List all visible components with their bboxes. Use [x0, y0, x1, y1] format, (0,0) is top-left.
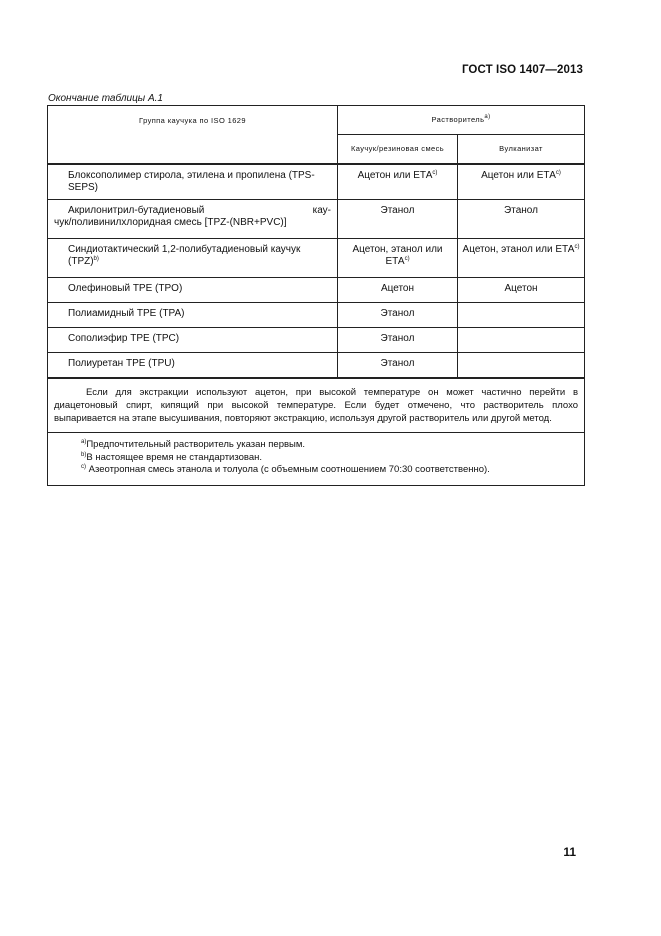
- row-mix-sup: c): [432, 170, 438, 176]
- row-name: [48, 303, 338, 328]
- header-solvent-text: Растворитель: [431, 115, 485, 124]
- header-vulcanizate: Вулканизат: [458, 134, 585, 164]
- row-vulc-text: Этанол: [504, 205, 538, 216]
- row-name-line1: [68, 205, 331, 217]
- table-footnotes: [48, 433, 585, 486]
- table-note-row: [48, 378, 585, 433]
- row-vulc-text: Ацетон: [504, 283, 538, 294]
- row-mix-text: Ацетон или ЕТА: [357, 170, 433, 181]
- document-code: ГОСТ ISO 1407—2013: [461, 64, 583, 76]
- row-mix-text: Этанол: [380, 205, 415, 216]
- row-vulc-text: Ацетон или ЕТА: [481, 170, 556, 181]
- footnote-text: Предпочтительный растворитель указан первым.: [86, 439, 306, 450]
- row-mix-value: [338, 164, 458, 200]
- row-vulc-value: [458, 328, 585, 353]
- row-mix-value: [338, 239, 458, 278]
- footnote: [81, 464, 578, 477]
- header-mix: Каучук/резиновая смесь: [338, 134, 458, 164]
- header-solvent-sup: a): [484, 114, 491, 120]
- row-mix-text: Этанол: [380, 308, 415, 319]
- row-mix-sup: c): [404, 256, 410, 262]
- row-name: [48, 328, 338, 353]
- row-vulc-value: [458, 164, 585, 200]
- footnote-text: Азеотропная смесь этанола и толуола (с объемным соотношением 70:30 соответственно).: [86, 464, 490, 475]
- page-number: 11: [563, 845, 576, 859]
- footnote: [81, 452, 578, 465]
- header-rubber-group: [48, 106, 338, 165]
- row-vulc-sup: c): [555, 170, 561, 176]
- table-header-row: [48, 106, 585, 135]
- row-vulc-text: Ацетон, этанол или ЕТА: [462, 244, 575, 255]
- row-name-text: Полиуретан TPE (TPU): [68, 358, 175, 369]
- row-mix-value: [338, 200, 458, 239]
- table-row: [48, 239, 585, 278]
- header-rubber-group-text: Группа каучука по ISO 1629: [139, 116, 246, 125]
- row-mix-text: Этанол: [380, 333, 415, 344]
- table-row: [48, 278, 585, 303]
- row-vulc-value: [458, 303, 585, 328]
- row-name-text: Синдиотактический 1,2-полибутадиеновый каучук (TPZ): [68, 244, 301, 267]
- row-mix-value: [338, 328, 458, 353]
- table-row: [48, 328, 585, 353]
- table-row: [48, 164, 585, 200]
- footnote-mark: a): [81, 439, 87, 445]
- table-caption: Окончание таблицы А.1: [48, 93, 163, 104]
- row-name-text: Полиамидный TPE (TPA): [68, 308, 185, 319]
- row-name: [48, 239, 338, 278]
- row-vulc-value: [458, 239, 585, 278]
- row-name-text: Олефиновый TPE (TPO): [68, 283, 183, 294]
- row-name-part1: Акрилонитрил-бутадиеновый: [68, 205, 205, 216]
- row-vulc-value: [458, 200, 585, 239]
- row-name-line2: чук/поливинилхлоридная смесь [TPZ-(NBR+PVC)]: [54, 217, 287, 228]
- row-mix-value: [338, 353, 458, 379]
- row-name-part2: кау-: [312, 205, 331, 216]
- footnote: [81, 439, 578, 452]
- row-name: [48, 278, 338, 303]
- row-vulc-value: [458, 353, 585, 379]
- row-name: [48, 164, 338, 200]
- solvent-table: [47, 105, 585, 486]
- table-footnotes-row: [48, 433, 585, 486]
- row-vulc-sup: c): [574, 244, 580, 250]
- row-mix-value: [338, 278, 458, 303]
- footnote-mark: c): [81, 464, 86, 470]
- row-name-text: Сополиэфир TPE (TPC): [68, 333, 180, 344]
- table-row: [48, 353, 585, 379]
- row-mix-value: [338, 303, 458, 328]
- header-solvent: [338, 106, 585, 135]
- footnote-mark: b): [81, 451, 87, 458]
- row-name: [48, 200, 338, 239]
- row-mix-text: Ацетон: [380, 283, 415, 294]
- row-mix-text: Этанол: [380, 358, 415, 369]
- table-row: [48, 303, 585, 328]
- row-mix-text: Ацетон, этанол или ЕТА: [352, 244, 443, 267]
- table-row: [48, 200, 585, 239]
- row-name: [48, 353, 338, 379]
- table-note: Если для экстракции используют ацетон, при высокой температуре он может частично перейти в диацетоновый спирт, кипящий при высокой температуре. Если будет отмечено, что растворитель плохо выпаривается на этапе высушивания, повторяют экстракцию, используя другой растворитель или другой метод.: [48, 378, 585, 433]
- row-name-text: Блоксополимер стирола, этилена и пропилена (TPS-SEPS): [68, 170, 315, 193]
- row-vulc-value: [458, 278, 585, 303]
- row-name-sup: b): [93, 256, 99, 262]
- footnote-text: В настоящее время не стандартизован.: [86, 451, 263, 463]
